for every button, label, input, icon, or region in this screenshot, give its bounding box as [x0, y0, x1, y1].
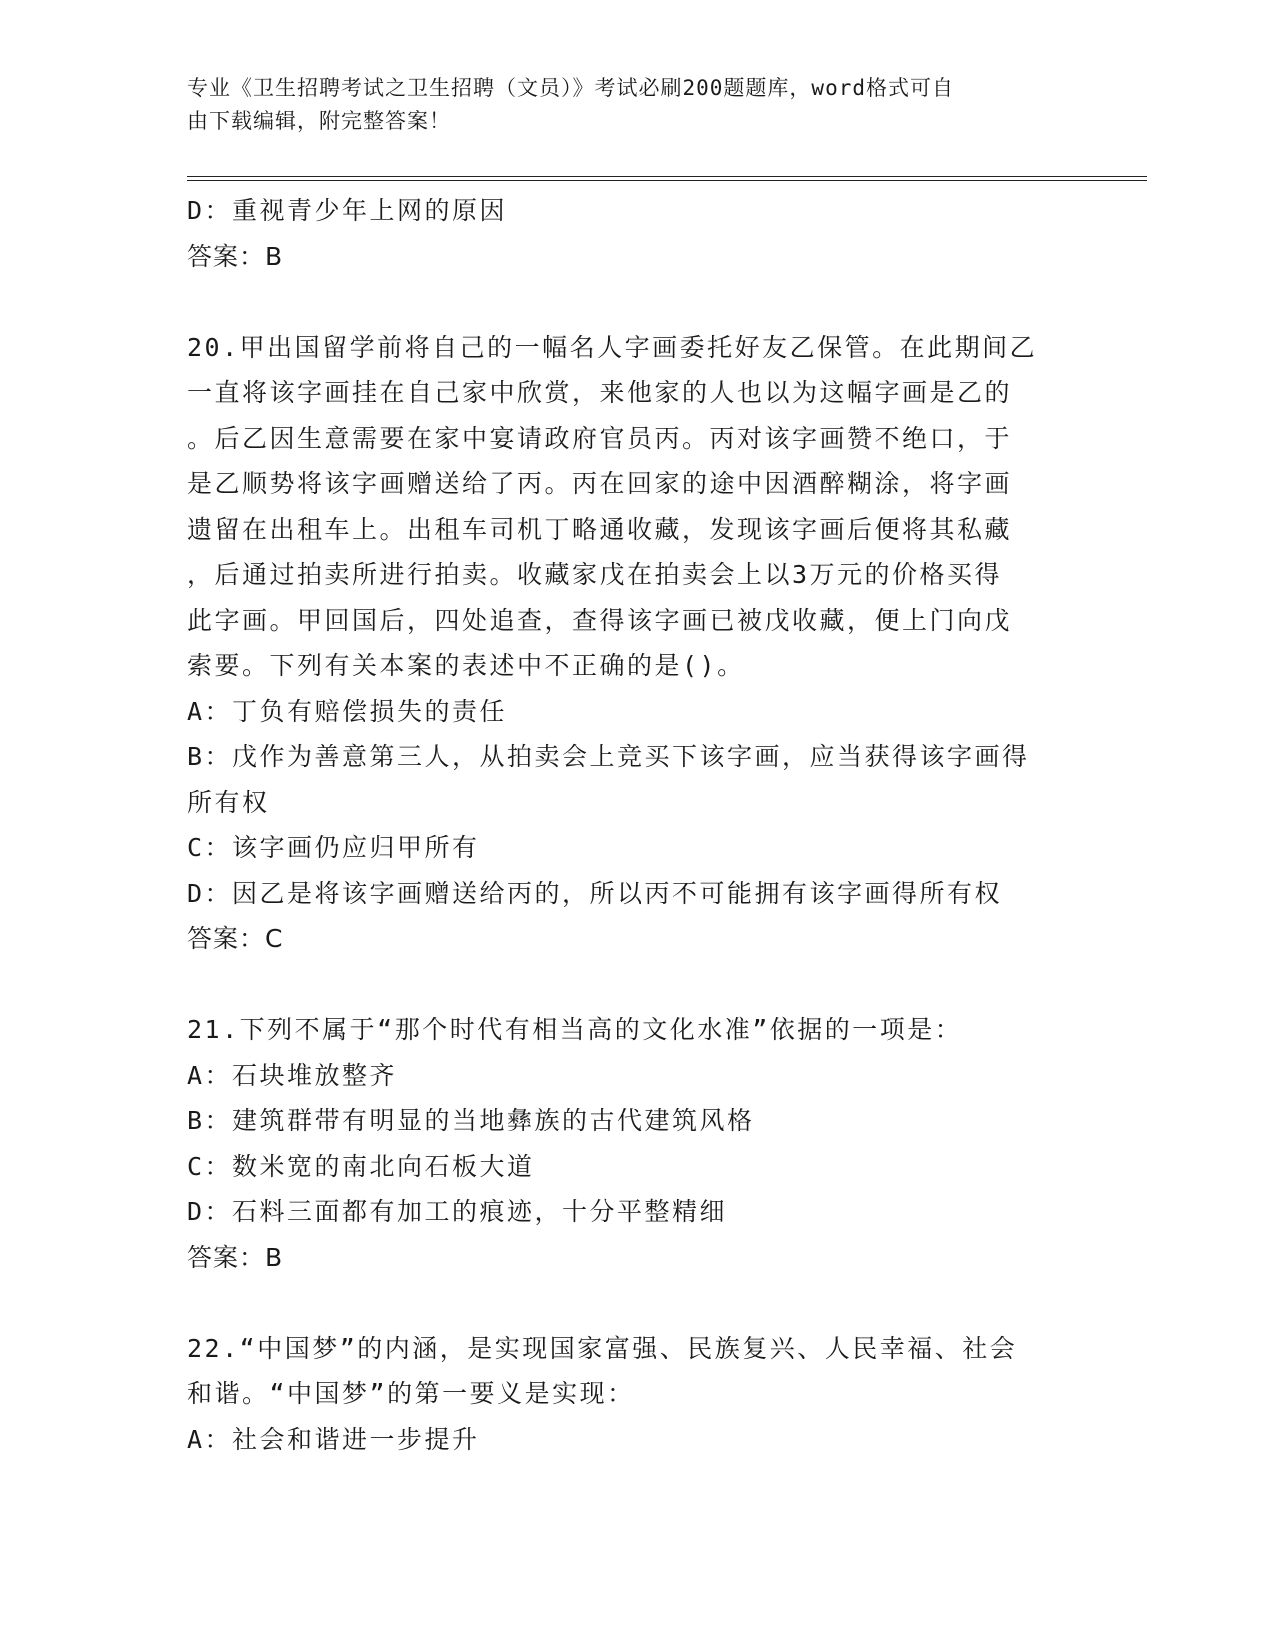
question-22: [187, 1326, 1087, 1463]
page-header: [187, 72, 1087, 138]
option-a: A：石块堆放整齐: [187, 1060, 398, 1090]
question-stem-line: 索要。下列有关本案的表述中不正确的是()。: [187, 651, 745, 680]
option-c: C：该字画仍应归甲所有: [187, 833, 480, 862]
spacer: [187, 279, 1087, 325]
question-stem-line: 遗留在出租车上。出租车司机丁略通收藏，发现该字画后便将其私藏: [187, 514, 1013, 544]
option-d: D：因乙是将该字画赠送给丙的，所以丙不可能拥有该字画得所有权: [187, 878, 1003, 908]
spacer: [187, 962, 1087, 1008]
question-stem-line: 22.“中国梦”的内涵，是实现国家富强、民族复兴、人民幸福、社会: [187, 1333, 1018, 1363]
header-divider: [187, 176, 1147, 181]
question-stem-line: ，后通过拍卖所进行拍卖。收藏家戊在拍卖会上以3万元的价格买得: [187, 560, 1003, 589]
option-a: A：社会和谐进一步提升: [187, 1424, 480, 1454]
question-stem-line: 一直将该字画挂在自己家中欣赏，来他家的人也以为这幅字画是乙的: [187, 378, 1013, 407]
question-19-tail: [187, 188, 1087, 279]
option-d: D：石料三面都有加工的痕迹，十分平整精细: [187, 1197, 728, 1226]
document-body: [187, 188, 1087, 1462]
answer-label: 答案：B: [187, 241, 284, 271]
header-title-line-2: 由下载编辑，附完整答案！: [187, 109, 451, 133]
spacer: [187, 1280, 1087, 1326]
option-b: B：戊作为善意第三人，从拍卖会上竞买下该字画，应当获得该字画得: [187, 742, 1030, 771]
answer-label: 答案：B: [187, 1242, 284, 1272]
question-stem-line: 20.甲出国留学前将自己的一幅名人字画委托好友乙保管。在此期间乙: [187, 332, 1038, 362]
option-c: C：数米宽的南北向石板大道: [187, 1151, 535, 1181]
question-20: [187, 325, 1087, 962]
header-title-line-1: 专业《卫生招聘考试之卫生招聘（文员）》考试必刷200题题库，word格式可自: [187, 76, 954, 100]
question-stem-line: 。后乙因生意需要在家中宴请政府官员丙。丙对该字画赞不绝口，于: [187, 423, 1013, 453]
question-21: [187, 1007, 1087, 1280]
question-stem-line: 是乙顺势将该字画赠送给了丙。丙在回家的途中因酒醉糊涂，将字画: [187, 469, 1013, 498]
question-stem-line: 此字画。甲回国后，四处追查，查得该字画已被戊收藏，便上门向戊: [187, 605, 1013, 635]
question-stem-line: 和谐。“中国梦”的第一要义是实现：: [187, 1379, 635, 1408]
question-stem-line: 21.下列不属于“那个时代有相当高的文化水准”依据的一项是：: [187, 1015, 963, 1044]
option-d: D：重视青少年上网的原因: [187, 196, 508, 225]
option-a: A：丁负有赔偿损失的责任: [187, 696, 508, 726]
answer-label: 答案：C: [187, 924, 284, 953]
option-b: B：建筑群带有明显的当地彝族的古代建筑风格: [187, 1106, 755, 1135]
option-b-continued: 所有权: [187, 787, 270, 817]
